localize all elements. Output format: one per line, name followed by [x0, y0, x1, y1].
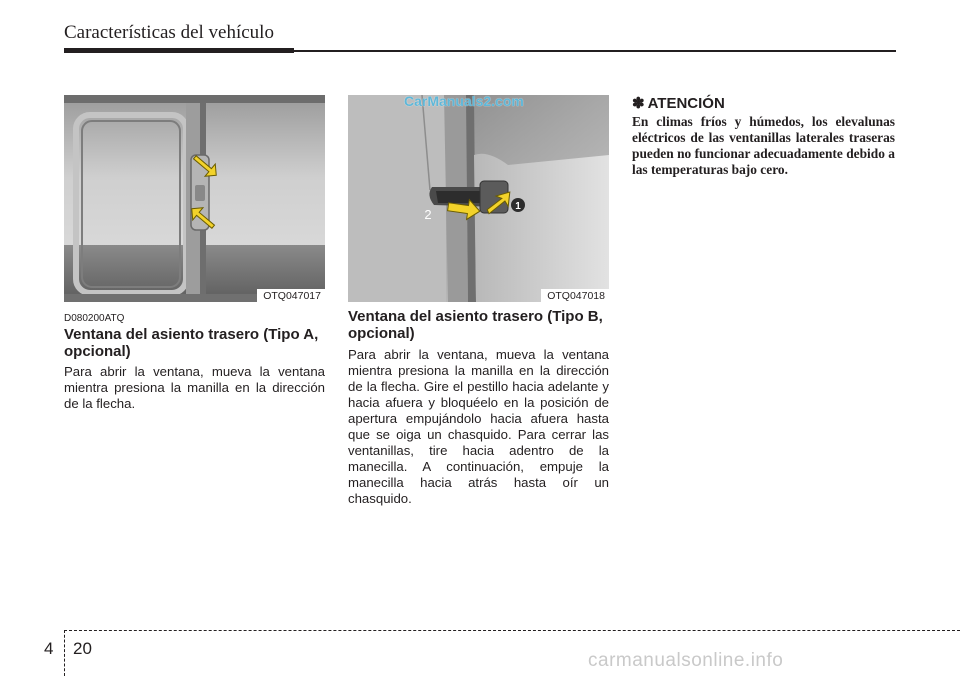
header-rule — [294, 50, 896, 52]
section-code: D080200ATQ — [64, 313, 125, 324]
section-b-body: Para abrir la ventana, mueva la ventana mientra presiona la manilla en la dirección de la flecha. Gire el pestillo hacia adelante y hacia afuera y bloquéelo en la posición de apertura empujándolo hacia afuera hasta que se oiga un chasquido. Para cerrar las ventanillas, tire hacia adentro de la manecilla. A continuación, empuje la manecilla hacia atrás hasta oír un chasquido. — [348, 347, 609, 506]
figure-a-label: OTQ047017 — [257, 289, 325, 302]
page-number: 20 — [73, 639, 92, 658]
window-type-a-illustration — [64, 95, 325, 302]
header-title: Características del vehículo — [64, 22, 274, 43]
figure-window-type-a — [64, 95, 325, 302]
header-bar — [64, 48, 294, 53]
footer-divider — [64, 630, 65, 676]
section-a-body: Para abrir la ventana, mueva la ventana mientra presiona la manilla en la dirección de la flecha. — [64, 364, 325, 411]
figure-b-label: OTQ047018 — [541, 289, 609, 302]
section-b-heading: Ventana del asiento trasero (Tipo B, opcional) — [348, 308, 603, 342]
attention-star-icon: ✽ — [632, 95, 645, 112]
site-watermark: CarManuals2.com — [404, 95, 524, 109]
figure-window-type-b — [348, 95, 609, 302]
footer-watermark: carmanualsonline.info — [588, 650, 784, 671]
window-type-b-illustration — [348, 95, 609, 302]
attention-body: En climas fríos y húmedos, los elevalunas eléctricos de las ventanillas laterales traseras pueden no funcionar adecuadamente debido a las temperaturas bajo cero. — [632, 114, 895, 177]
chapter-number: 4 — [44, 639, 54, 658]
callout-1: 1 — [515, 201, 521, 212]
footer-rule — [64, 630, 960, 631]
section-a-heading: Ventana del asiento trasero (Tipo A, opcional) — [64, 326, 319, 360]
attention-title — [632, 94, 725, 112]
callout-2: 2 — [424, 207, 432, 222]
attention-title-text: ATENCIÓN — [647, 95, 725, 112]
